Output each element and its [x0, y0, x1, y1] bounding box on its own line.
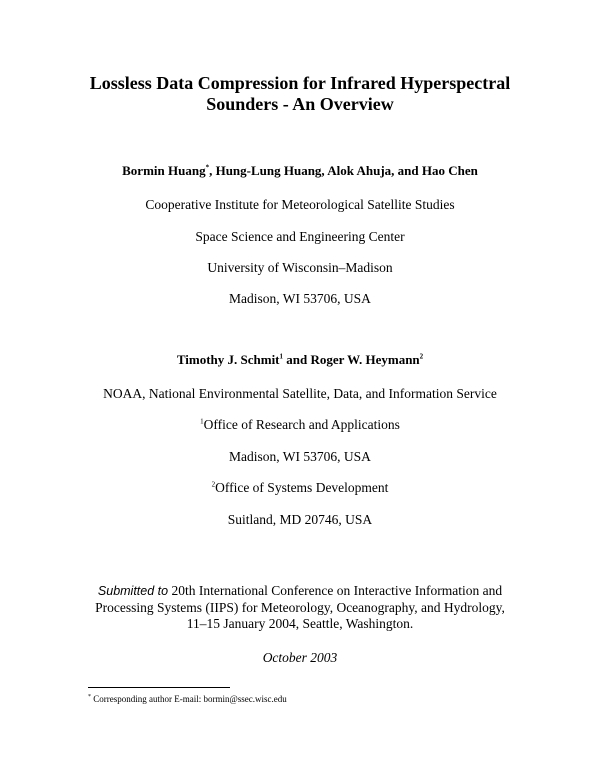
submission-line-3: 11–15 January 2004, Seattle, Washington. [186, 616, 414, 631]
footnote [88, 694, 287, 704]
affiliation-line: Cooperative Institute for Meteorological Satellite Studies [145, 197, 455, 212]
submission-line-1 [0, 583, 600, 599]
affiliation-line: University of Wisconsin–Madison [207, 260, 393, 275]
footnote-mark: * [88, 694, 91, 700]
author-list-1 [0, 163, 600, 179]
footnote-text: Corresponding author E-mail: bormin@ssec.wisc.edu [91, 694, 287, 704]
affiliation-mark: 1 [279, 352, 284, 361]
paper-title-line-2: Sounders - An Overview [206, 94, 394, 114]
submission-line-2: Processing Systems (IIPS) for Meteorology, Oceanography, and Hydrology, [95, 600, 505, 615]
affiliation-line: Space Science and Engineering Center [195, 229, 405, 244]
paper-title-line-1: Lossless Data Compression for Infrared Hyperspectral [89, 73, 511, 93]
submission-date: October 2003 [262, 650, 338, 665]
submission-text: 20th International Conference on Interactive Information and [168, 583, 503, 598]
office-name: Office of Research and Applications [203, 417, 400, 432]
author-names: and Roger W. Heymann [283, 352, 420, 367]
author-list-2 [0, 352, 600, 368]
author-name: Timothy J. Schmit [176, 352, 280, 367]
affiliation-office-1 [0, 417, 600, 433]
affiliation-city: Suitland, MD 20746, USA [227, 512, 373, 527]
footnote-mark: * [205, 163, 210, 172]
affiliation-line: Madison, WI 53706, USA [229, 291, 371, 306]
affiliation-office-2 [0, 480, 600, 496]
office-name: Office of Systems Development [215, 480, 389, 495]
affiliation-mark: 1 [200, 417, 204, 426]
footnote-divider [88, 687, 230, 688]
author-name: Bormin Huang [122, 163, 206, 178]
submitted-to-label: Submitted to [97, 584, 169, 598]
affiliation-mark: 2 [419, 352, 424, 361]
affiliation-org: NOAA, National Environmental Satellite, Data, and Information Service [103, 386, 497, 401]
author-names: , Hung-Lung Huang, Alok Ahuja, and Hao Chen [209, 163, 478, 178]
affiliation-city: Madison, WI 53706, USA [229, 449, 371, 464]
affiliation-mark: 2 [211, 480, 216, 489]
